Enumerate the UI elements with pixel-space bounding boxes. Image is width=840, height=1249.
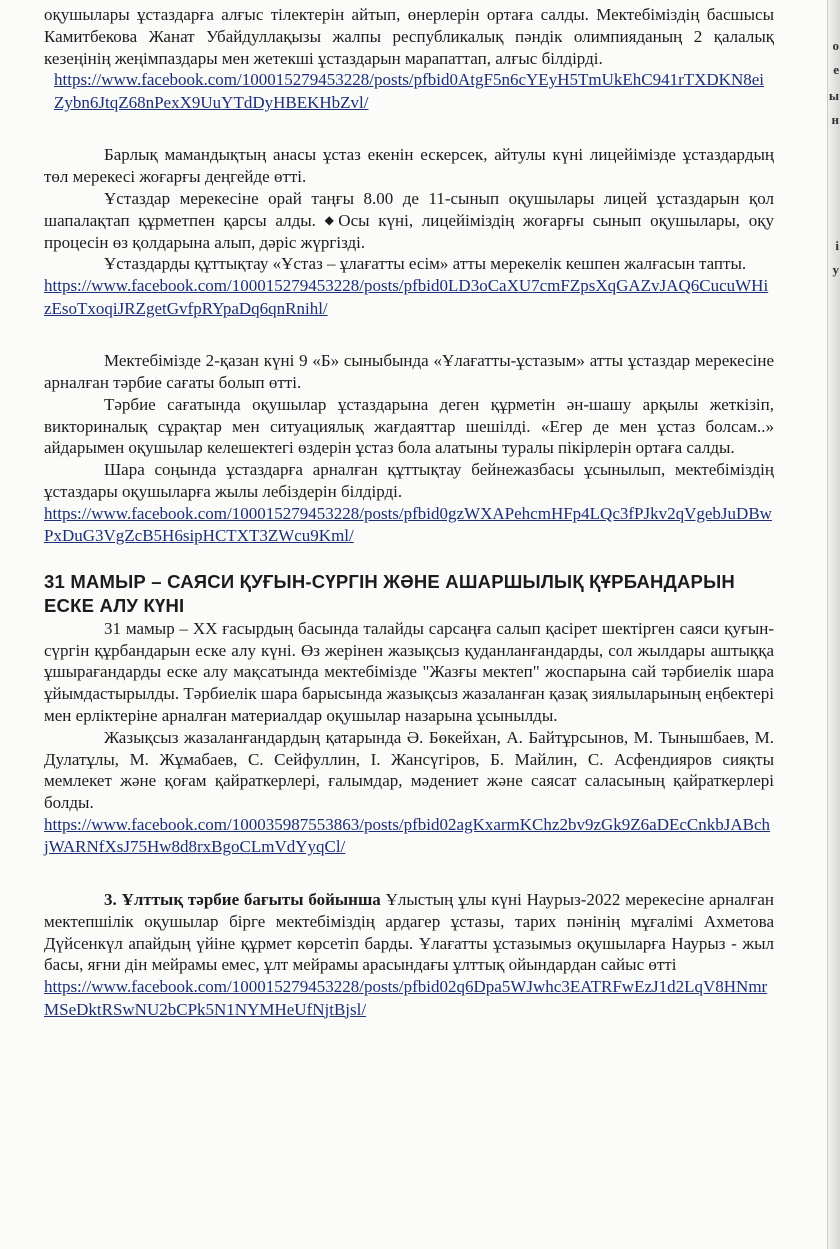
section-label-national-education: 3. Ұлттық тәрбие бағыты бойынша	[104, 889, 381, 909]
page-edge-shadow	[827, 0, 840, 1249]
bullet-diamond-icon: ◆	[324, 212, 339, 227]
document-body	[44, 4, 774, 1021]
facebook-link-3[interactable]: https://www.facebook.com/100015279453228/posts/pfbid0gzWXAPehcmHFp4LQc3fPJkv2qVgebJuDBwPxDuG3VgZcB5H6sipHCTXT3ZWcu9Kml/	[44, 503, 772, 546]
margin-mark: ы	[828, 88, 839, 103]
paragraph-repression-day: 31 мамыр – ХХ ғасырдың басында талайды сарсаңға салып қасірет шектірген саяси қуғын-сүргін құрбандарын еске алу күні. Өз жерінен жазықсыз қуданланғандарды, сол жылдары аштыққа ұшырағандарды еске алу мақсатында мектебімізде "Жазғы мектеп" жоспарына сай тәрбиелік шара ұйымдастырылды. Тәрбиелік шара барысында жазықсыз жазаланған қазақ зиялыларының еңбектері мен ерліктеріне арналған материалдар оқушылар назарына ұсынылды.	[44, 618, 774, 725]
paragraph-class-hour-end: Шара соңында ұстаздарға арналған құттықтау бейнежазбасы ұсынылып, мектебіміздің ұстаздары оқушыларға жылы лебіздерін білдірді.	[44, 460, 774, 501]
paragraph-teachers-day-evening: Ұстаздарды құттықтау «Ұстаз – ұлағатты есім» атты мерекелік кешпен жалғасын тапты.	[104, 254, 747, 274]
margin-mark: у	[832, 262, 839, 277]
paragraph-teachers-day-intro: Барлық мамандықтың анасы ұстаз екенін ескерсек, айтулы күні лицейімізде ұстаздардың төл мерекесі жоғарғы деңгейде өтті.	[44, 145, 774, 187]
facebook-link-5[interactable]: https://www.facebook.com/100015279453228/posts/pfbid02q6Dpa5WJwhc3EATRFwEzJ1d2LqV8HNmrMSeDktRSwNU2bCPk5N1NYMHeUfNjtBjsl/	[44, 977, 768, 1019]
paragraph-class-hour-body: Тәрбие сағатында оқушылар ұстаздарына деген құрметін ән-шашу арқылы жеткізіп, викториналық сұрақтар мен ситуациялық жағдаяттар шешілді. «Егер де мен ұстаз болсам..» айдарымен оқушылар келешектегі өздерін ұстаз бола алатыны туралы пікірлерін ортаға салды.	[44, 394, 774, 458]
paragraph-awards: оқушылары ұстаздарға алғыс тілектерін айтып, өнерлерін ортаға салды. Мектебіміздің басшысы Камитбекова Жанат Убайдуллақызы жалпы республикалық пәндік олимпияданың 2 қалалық кезеңінің жеңімпаздары мен жетекші ұстаздарын марапаттап, алғыс білдірді.	[44, 5, 774, 68]
paragraph-class-hour-intro: Мектебімізде 2-қазан күні 9 «Б» сыныбында «Ұлағатты-ұстазым» атты ұстаздар мерекесіне арналған тәрбие сағаты болып өтті.	[44, 351, 774, 392]
facebook-link-1[interactable]: https://www.facebook.com/100015279453228/posts/pfbid0AtgF5n6cYEyH5TmUkEhC941rTXDKN8eiZybn6JtqZ68nPexX9UuYTdDyHBEKHbZvl/	[54, 70, 764, 112]
paragraph-nauryz-text: Ұлыстың ұлы күні Наурыз-2022 мерекесіне арналған мектепшілік оқушылар бірге мектебіміздің ардагер ұстазы, тарих пәнінің мұғалімі Ахметова Дүйсенкүл апайдың үйіне құрмет көрсетіп барды. Ұлағатты ұстазымыз оқушыларға Наурыз - жыл басы, яғни дін мейрамы емес, ұлт мейрамы арасындағы ұлттық ойындардан сайыс өтті	[44, 889, 774, 975]
paragraph-teachers-day-morning	[44, 188, 774, 253]
paragraph-repression-names: Жазықсыз жазаланғандардың қатарында Ә. Бөкейхан, А. Байтұрсынов, М. Тынышбаев, М. Дулатұлы, М. Жұмабаев, С. Сейфуллин, І. Жансүгіров, Б. Майлин, С. Асфендияров сияқты мемлекет және қоғам қайраткерлері, ғалымдар, мәдениет және саясат саласының қайраткерлері болды.	[44, 727, 774, 813]
facebook-link-2[interactable]: https://www.facebook.com/100015279453228/posts/pfbid0LD3oCaXU7cmFZpsXqGAZvJAQ6CucuWHizEsoTxoqiJRZgetGvfpRYpaDq6qnRnihl/	[44, 276, 769, 318]
paragraph-teachers-day-morning-b: Осы күні, лицейіміздің жоғарғы сынып оқушылары, оқу процесін өз қолдарына алып, дәріс жүргізді.	[44, 210, 775, 252]
margin-mark: н	[831, 112, 839, 127]
facebook-link-4[interactable]: https://www.facebook.com/100035987553863/posts/pfbid02agKxarmKChz2bv9zGk9Z6aDEcCnkbJABchjWARNfXsJ75Hw8d8rxBgoCLmVdYyqCl/	[44, 814, 771, 857]
paragraph-national-education	[44, 889, 774, 976]
margin-mark: е	[833, 62, 839, 77]
margin-mark: о	[832, 38, 839, 53]
margin-mark: і	[835, 238, 839, 253]
paragraph-teachers-day-morning-a: Ұстаздар мерекесіне орай таңғы 8.00 де 11-сынып оқушылары лицей ұстаздарын қол шапалақтап құрметпен қарсы алды.	[44, 188, 774, 230]
section-heading-may-31: 31 МАМЫР – САЯСИ ҚУҒЫН-СҮРГІН ЖӘНЕ АШАРШЫЛЫҚ ҚҰРБАНДАРЫН ЕСКЕ АЛУ КҮНІ	[44, 570, 735, 616]
